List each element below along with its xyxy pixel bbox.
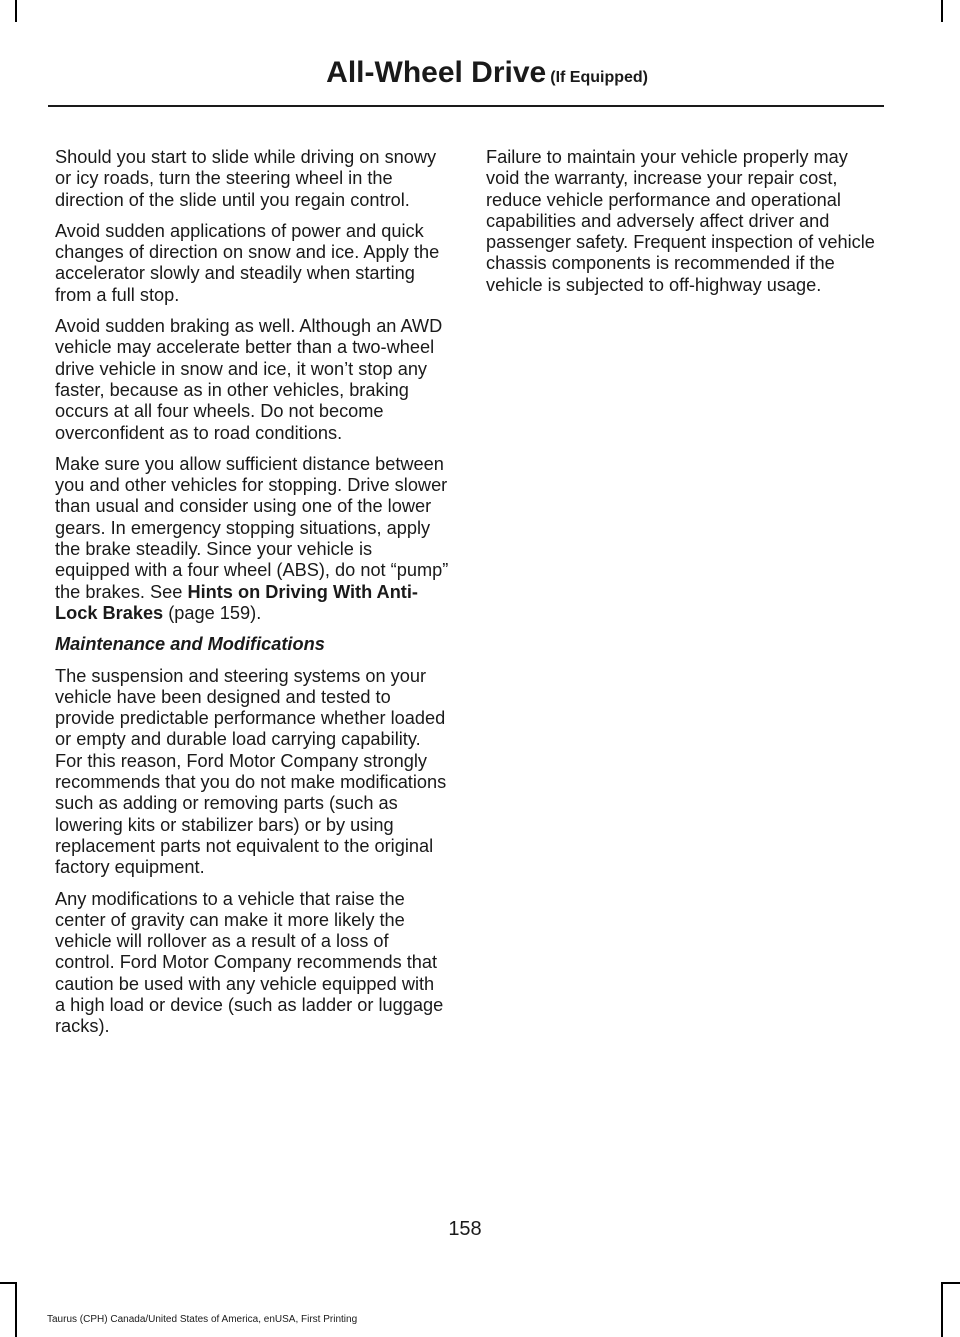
footer-text: Taurus (CPH) Canada/United States of America, enUSA, First Printing: [47, 1314, 358, 1325]
cross-reference-page: (page 159).: [163, 602, 262, 623]
chapter-subtitle: (If Equipped): [550, 69, 648, 86]
chapter-title: All-Wheel Drive: [326, 56, 547, 89]
page-number: 158: [448, 1218, 482, 1240]
crop-mark-bottom-left-vertical: [15, 1282, 17, 1337]
paragraph-maintenance: Failure to maintain your vehicle properly may void the warranty, increase your repair cost, reduce vehicle performance and operational capabilities and adversely affect driver and passenger safety. Frequent inspection of vehicle chassis components is recommended if the vehicle is subjected to off-highway usage.: [486, 147, 875, 295]
paragraph-suspension: The suspension and steering systems on your vehicle have been designed and tested to provide predictable performance whether loaded or empty and durable load carrying capability. For this reason, Ford Motor Company strongly recommends that you do not make modifications such as adding or removing parts (such as lowering kits or stabilizer bars) or by using replacement parts not equivalent to the original factory equipment.: [55, 665, 447, 878]
section-heading: Maintenance and Modifications: [55, 634, 325, 655]
cross-reference-link[interactable]: Hints on Driving With Anti-Lock Brakes: [55, 581, 418, 623]
header-rule: [48, 105, 884, 107]
paragraph-distance: [55, 454, 449, 624]
paragraph-avoid-power: Avoid sudden applications of power and quick changes of direction on snow and ice. Apply the accelerator slowly and steadily when starting from a full stop.: [55, 220, 440, 305]
left-column: [55, 147, 449, 1048]
paragraph-avoid-braking: Avoid sudden braking as well. Although an AWD vehicle may accelerate better than a two-wheel drive vehicle in snow and ice, it won’t stop any faster, because as in other vehicles, braking occurs at all four wheels. Do not become overconfident as to road conditions.: [55, 316, 443, 443]
crop-mark-bottom-right-vertical: [941, 1282, 943, 1337]
crop-mark-bottom-right-horizontal: [941, 1282, 960, 1284]
paragraph-modifications: Any modifications to a vehicle that raise the center of gravity can make it more likely the vehicle will rollover as a result of a loss of control. Ford Motor Company recommends that caution be used with any vehicle equipped with a high load or device (such as ladder or luggage racks).: [55, 888, 444, 1037]
right-column: [486, 147, 882, 306]
chapter-header: [326, 56, 648, 90]
crop-mark-top-left-vertical: [15, 0, 17, 22]
crop-mark-top-right-vertical: [941, 0, 943, 22]
crop-mark-bottom-left-horizontal: [0, 1282, 17, 1284]
paragraph-distance-text: Make sure you allow sufficient distance between you and other vehicles for stopping. Drive slower than usual and consider using one of the lower gears. In emergency stopping situations, apply the brake steadily. Since your vehicle is equipped with a four wheel (ABS), do not “pump” the brakes. See: [55, 453, 449, 602]
paragraph-slide: Should you start to slide while driving on snowy or icy roads, turn the steering wheel in the direction of the slide until you regain control.: [55, 147, 437, 210]
